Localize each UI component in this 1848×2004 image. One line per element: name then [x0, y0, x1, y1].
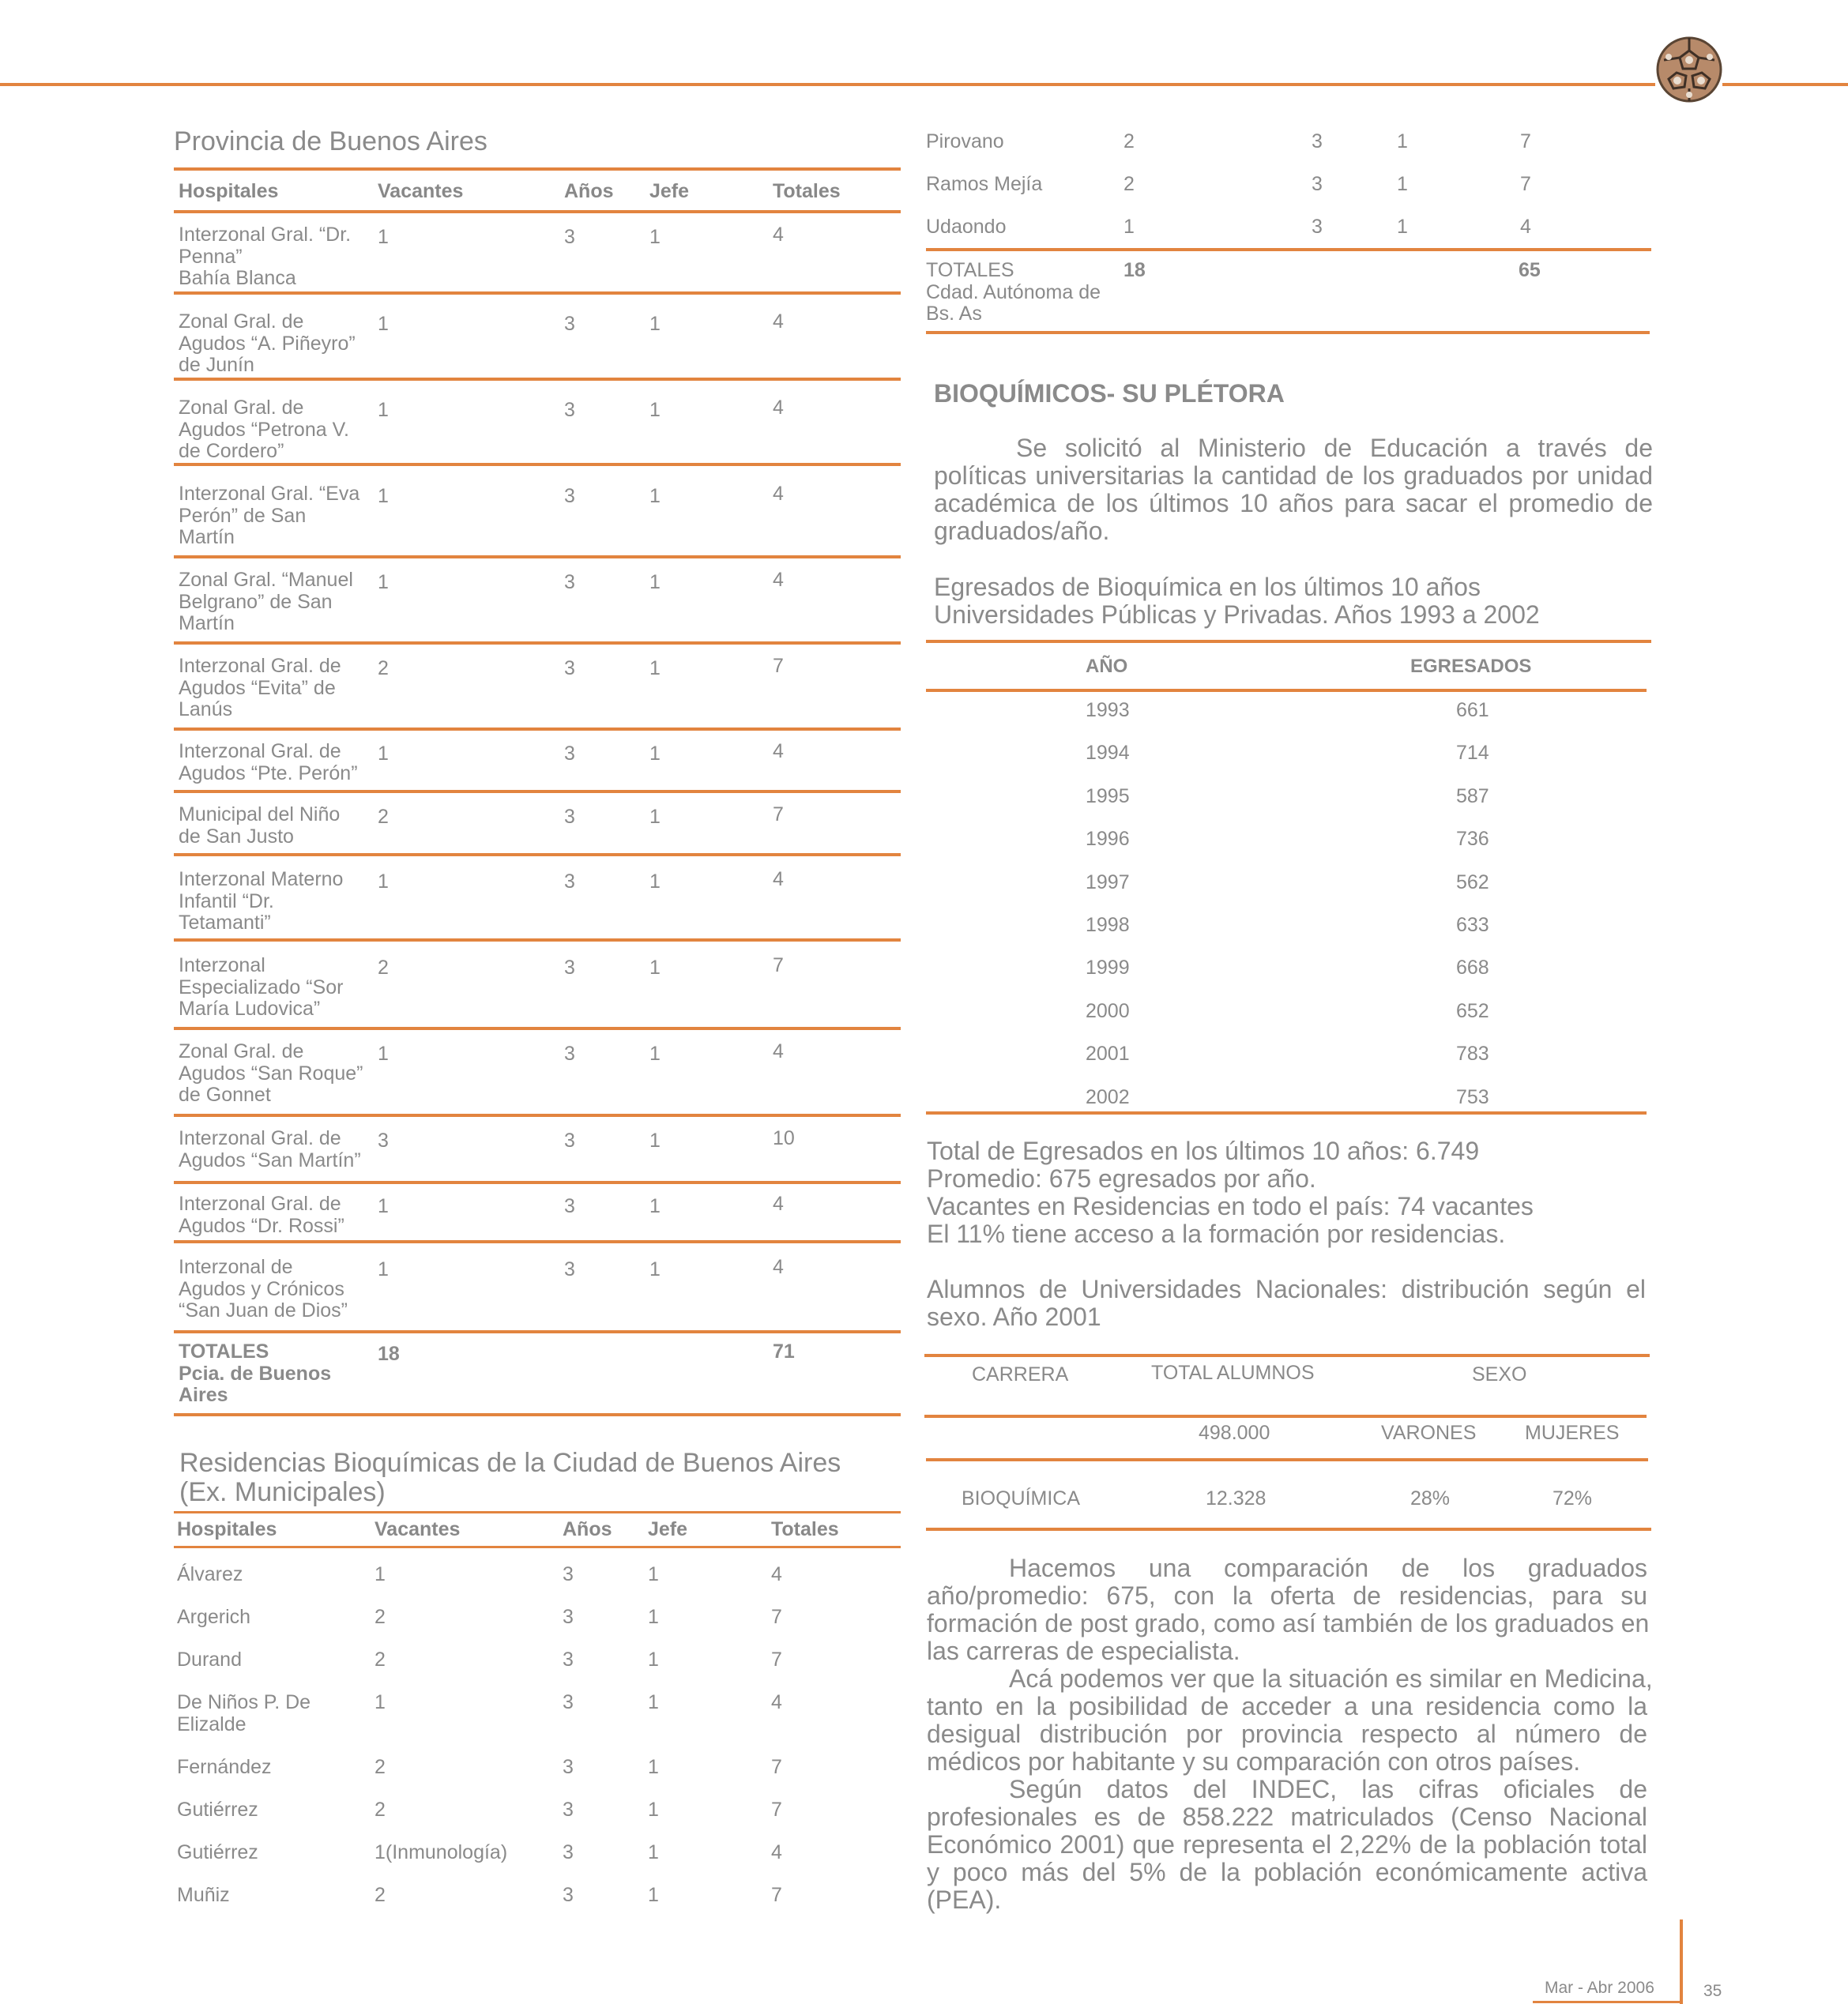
egresados-value: 714 [1456, 742, 1489, 765]
prov-jefe: 1 [649, 870, 661, 893]
prov-rule [174, 1413, 901, 1416]
prov-hospital-name: Martín [179, 526, 235, 548]
caba-vacantes: 2 [374, 1756, 386, 1778]
egresados-caption-line: Universidades Públicas y Privadas. Años 1993 a 2002 [934, 600, 1540, 629]
prov-hospital-name: Interzonal Gral. de [179, 1127, 341, 1149]
header-rule-left [0, 83, 1655, 86]
prov-jefe: 1 [649, 226, 661, 248]
prov-totales: 4 [773, 740, 784, 762]
prov-hospital-name: de Cordero” [179, 440, 284, 462]
egresados-year: 1994 [1086, 742, 1130, 765]
prov-anos: 3 [564, 1195, 575, 1217]
prov-hospital-name: Agudos “San Roque” [179, 1062, 363, 1085]
prov-hospital-name: Zonal Gral. de [179, 1040, 304, 1062]
caba-jefe: 1 [648, 1756, 659, 1778]
alumnos-mujeres: 72% [1553, 1487, 1593, 1510]
caba-totals-vacantes: 18 [1123, 259, 1146, 281]
caba-header-name: Hospitales [177, 1518, 277, 1540]
bio-para-line: Acá podemos ver que la situación es similar en Medicina, [1009, 1664, 1653, 1693]
egresados-header-egresados: EGRESADOS [1410, 656, 1532, 677]
prov-anos: 3 [564, 313, 575, 335]
caba-hospital-name: Durand [177, 1649, 242, 1671]
prov-jefe: 1 [649, 1043, 661, 1065]
alumnos-header-mujeres: MUJERES [1525, 1422, 1620, 1444]
prov-hospital-name: Interzonal Gral. de [179, 740, 341, 762]
egresados-rule [926, 640, 1651, 643]
caba-hospital-name: Gutiérrez [177, 1799, 258, 1821]
prov-hospital-name: Belgrano” de San [179, 590, 333, 613]
caba-vacantes: 1 [374, 1691, 386, 1713]
egresados-header-ano: AÑO [1086, 656, 1128, 677]
egresados-year: 2002 [1086, 1085, 1130, 1108]
prov-hospital-name: Tetamanti” [179, 912, 271, 934]
caba-hospital-name: Fernández [177, 1756, 272, 1778]
caba-hospital-name: Muñiz [177, 1884, 230, 1906]
prov-anos: 3 [564, 1258, 575, 1280]
caba-jefe: 1 [1397, 130, 1408, 152]
caba-jefe: 1 [648, 1563, 659, 1585]
prov-hospital-name: Infantil “Dr. [179, 889, 274, 912]
prov-rule [174, 291, 901, 295]
alumnos-rule [926, 1528, 1651, 1531]
prov-rule [174, 938, 901, 942]
prov-hospital-name: de San Justo [179, 825, 294, 848]
egresados-rule [926, 689, 1647, 692]
caba-anos: 3 [563, 1799, 574, 1821]
alumnos-rule [924, 1354, 1650, 1357]
prov-rule [174, 1240, 901, 1243]
caba-jefe: 1 [648, 1841, 659, 1863]
prov-vacantes: 2 [378, 957, 389, 979]
caba-hospital-name: Argerich [177, 1606, 251, 1628]
prov-hospital-name: Agudos y Crónicos [179, 1277, 344, 1300]
prov-vacantes: 1 [378, 226, 389, 248]
caba-anos: 3 [563, 1649, 574, 1671]
prov-anos: 3 [564, 806, 575, 828]
prov-jefe: 1 [649, 1130, 661, 1152]
prov-totals-totales: 71 [773, 1340, 795, 1363]
caba-hospital-name: Ramos Mejía [926, 173, 1043, 195]
prov-totales: 4 [773, 868, 784, 890]
prov-jefe: 1 [649, 743, 661, 765]
caba-totals-label: Cdad. Autónoma de [926, 280, 1101, 303]
prov-hospital-name: de Gonnet [179, 1084, 271, 1106]
prov-totales: 7 [773, 803, 784, 825]
bio-para-line: profesionales es de 858.222 matriculados (Censo Nacional [927, 1803, 1647, 1831]
bio-para-line: las carreras de especialista. [927, 1637, 1240, 1665]
prov-hospital-name: Interzonal Gral. “Eva [179, 483, 360, 505]
caba-jefe: 1 [1397, 173, 1408, 195]
prov-anos: 3 [564, 957, 575, 979]
bio-para-1-line: políticas universitarias la cantidad de los graduados por unidad [934, 461, 1653, 490]
prov-hospital-name: Agudos “San Martín” [179, 1149, 361, 1171]
prov-rule [174, 1114, 901, 1117]
prov-hospital-name: Interzonal Gral. de [179, 1193, 341, 1215]
egresados-caption-line: Egresados de Bioquímica en los últimos 10 años [934, 573, 1481, 601]
egresados-value: 661 [1456, 699, 1489, 721]
summary-line: Vacantes en Residencias en todo el país: 74 vacantes [927, 1192, 1534, 1220]
egresados-value: 668 [1456, 957, 1489, 979]
prov-jefe: 1 [649, 313, 661, 335]
caba-vacantes: 1 [374, 1563, 386, 1585]
footer-date: Mar - Abr 2006 [1545, 1979, 1654, 1997]
prov-hospital-name: Agudos “Dr. Rossi” [179, 1214, 344, 1237]
egresados-value: 633 [1456, 914, 1489, 936]
prov-vacantes: 1 [378, 870, 389, 893]
prov-anos: 3 [564, 657, 575, 679]
caba-totales: 7 [771, 1606, 782, 1628]
caba-totales: 4 [1520, 216, 1531, 238]
caba-vacantes: 2 [1123, 173, 1135, 195]
bio-para-line: Hacemos una comparación de los graduados [1009, 1554, 1647, 1582]
egresados-year: 1997 [1086, 870, 1130, 893]
bio-para-line: Según datos del INDEC, las cifras oficiales de [1009, 1775, 1647, 1803]
prov-anos: 3 [564, 1130, 575, 1152]
egresados-value: 652 [1456, 999, 1489, 1022]
prov-header-tot: Totales [773, 180, 841, 202]
bio-para-line: Económico 2001) que representa el 2,22% de la población total [927, 1830, 1647, 1859]
prov-jefe: 1 [649, 806, 661, 828]
prov-totales: 7 [773, 954, 784, 976]
prov-rule [174, 463, 901, 466]
prov-jefe: 1 [649, 1195, 661, 1217]
caba-totales: 4 [771, 1841, 782, 1863]
bio-para-1-line: Se solicitó al Ministerio de Educación a través de [1016, 434, 1653, 462]
bio-para-line: tanto en la posibilidad de acceder a una residencia como la [927, 1692, 1647, 1720]
caba-title-2: (Ex. Municipales) [179, 1477, 386, 1507]
bio-para-1-line: académica de los últimos 10 años para sacar el promedio de [934, 489, 1653, 517]
prov-totals-label: Pcia. de Buenos [179, 1362, 332, 1385]
prov-header-anos: Años [564, 180, 614, 202]
egresados-year: 1996 [1086, 828, 1130, 851]
prov-hospital-name: Perón” de San [179, 504, 307, 527]
prov-hospital-name: Agudos “Petrona V. [179, 418, 349, 441]
prov-hospital-name: Agudos “Pte. Perón” [179, 761, 358, 784]
caba-vacantes: 1(Inmunología) [374, 1841, 508, 1863]
alumnos-rule [926, 1458, 1648, 1461]
caba-hospital-name: Elizalde [177, 1713, 247, 1735]
prov-rule [174, 167, 901, 171]
bio-para-line: y poco más del 5% de la población económicamente activa [927, 1858, 1647, 1886]
caba-jefe: 1 [648, 1606, 659, 1628]
prov-totales: 10 [773, 1127, 795, 1149]
prov-hospital-name: Martín [179, 612, 235, 634]
prov-hospital-name: Agudos “A. Piñeyro” [179, 332, 356, 355]
prov-anos: 3 [564, 571, 575, 593]
alumnos-header-carrera: CARRERA [972, 1363, 1069, 1386]
caba-rule [174, 1511, 901, 1513]
egresados-value: 587 [1456, 784, 1489, 807]
prov-hospital-name: Zonal Gral. de [179, 310, 304, 333]
caba-totals-label: Bs. As [926, 303, 982, 325]
prov-anos: 3 [564, 226, 575, 248]
caba-rule [926, 331, 1650, 334]
bio-para-1-line: graduados/año. [934, 517, 1110, 545]
caba-anos: 3 [1312, 216, 1323, 238]
prov-rule [174, 1330, 901, 1333]
prov-vacantes: 1 [378, 399, 389, 421]
prov-totales: 4 [773, 1193, 784, 1215]
caba-anos: 3 [563, 1841, 574, 1863]
caba-totals-label: TOTALES [926, 259, 1014, 281]
prov-title: Provincia de Buenos Aires [174, 126, 487, 156]
prov-header-vac: Vacantes [378, 180, 464, 202]
caba-header-vac: Vacantes [374, 1518, 461, 1540]
prov-vacantes: 1 [378, 743, 389, 765]
caba-title-1: Residencias Bioquímicas de la Ciudad de Buenos Aires [179, 1448, 841, 1478]
alumnos-caption-line: sexo. Año 2001 [927, 1303, 1101, 1331]
caba-vacantes: 2 [374, 1884, 386, 1906]
prov-jefe: 1 [649, 485, 661, 507]
prov-hospital-name: “San Juan de Dios” [179, 1299, 348, 1322]
egresados-year: 1995 [1086, 784, 1130, 807]
bio-heading: BIOQUÍMICOS- SU PLÉTORA [934, 379, 1285, 408]
alumnos-header-sexo: SEXO [1472, 1363, 1527, 1386]
caba-jefe: 1 [648, 1649, 659, 1671]
caba-totales: 7 [771, 1756, 782, 1778]
prov-jefe: 1 [649, 1258, 661, 1280]
prov-totales: 4 [773, 483, 784, 505]
egresados-year: 1999 [1086, 957, 1130, 979]
bio-para-2 [927, 1554, 1653, 1914]
prov-totales: 4 [773, 310, 784, 333]
prov-anos: 3 [564, 399, 575, 421]
prov-totales: 7 [773, 655, 784, 677]
egresados-value: 562 [1456, 870, 1489, 893]
prov-totals-vacantes: 18 [378, 1343, 400, 1365]
egresados-caption [934, 573, 1653, 629]
prov-totales: 4 [773, 1256, 784, 1278]
header-rule-right [1722, 83, 1848, 86]
prov-vacantes: 1 [378, 1258, 389, 1280]
prov-jefe: 1 [649, 571, 661, 593]
prov-vacantes: 1 [378, 1043, 389, 1065]
alumnos-total-all: 498.000 [1199, 1422, 1270, 1444]
prov-jefe: 1 [649, 957, 661, 979]
bio-para-line: año/promedio: 675, con la oferta de residencias, para su [927, 1581, 1647, 1610]
prov-vacantes: 1 [378, 485, 389, 507]
prov-rule [174, 1181, 901, 1184]
prov-rule [174, 728, 901, 731]
caba-header-jefe: Jefe [648, 1518, 688, 1540]
page-number: 35 [1703, 1982, 1722, 2000]
caba-vacantes: 2 [374, 1649, 386, 1671]
alumnos-total: 12.328 [1206, 1487, 1267, 1510]
egresados-year: 2000 [1086, 999, 1130, 1022]
caba-rule [174, 1546, 901, 1548]
caba-rule [926, 248, 1651, 251]
caba-anos: 3 [1312, 173, 1323, 195]
prov-hospital-name: Penna” [179, 245, 243, 268]
caba-totales: 4 [771, 1563, 782, 1585]
alumnos-caption-line: Alumnos de Universidades Nacionales: distribución según el [927, 1275, 1646, 1303]
prov-anos: 3 [564, 485, 575, 507]
caba-anos: 3 [563, 1563, 574, 1585]
prov-anos: 3 [564, 1043, 575, 1065]
prov-hospital-name: Interzonal Gral. “Dr. [179, 224, 352, 246]
prov-hospital-name: Zonal Gral. de [179, 397, 304, 419]
egresados-rule [926, 1111, 1647, 1115]
prov-totales: 4 [773, 569, 784, 591]
alumnos-header-varones: VARONES [1381, 1422, 1477, 1444]
prov-totals-label: Aires [179, 1384, 228, 1406]
bio-para-line: desigual distribución por provincia respecto al número de [927, 1720, 1647, 1748]
prov-rule [174, 1027, 901, 1030]
prov-vacantes: 2 [378, 657, 389, 679]
caba-anos: 3 [563, 1606, 574, 1628]
bio-para-line: formación de post grado, como así también de los graduados en [927, 1609, 1650, 1637]
prov-hospital-name: Zonal Gral. “Manuel [179, 569, 353, 591]
prov-hospital-name: Lanús [179, 698, 233, 720]
prov-header-name: Hospitales [179, 180, 279, 202]
prov-vacantes: 1 [378, 571, 389, 593]
caba-jefe: 1 [648, 1799, 659, 1821]
prov-anos: 3 [564, 743, 575, 765]
caba-totales: 7 [1520, 173, 1531, 195]
egresados-summary [927, 1137, 1654, 1248]
caba-vacantes: 2 [374, 1606, 386, 1628]
alumnos-rule [924, 1415, 1647, 1418]
egresados-value: 783 [1456, 1043, 1489, 1066]
caba-anos: 3 [563, 1756, 574, 1778]
alumnos-carrera: BIOQUÍMICA [962, 1487, 1081, 1510]
prov-rule [174, 555, 901, 558]
egresados-value: 753 [1456, 1085, 1489, 1108]
caba-totals-totales: 65 [1519, 259, 1541, 281]
caba-hospital-name: Udaondo [926, 216, 1007, 238]
prov-rule [174, 641, 901, 645]
caba-anos: 3 [563, 1691, 574, 1713]
footer-vertical-rule [1680, 1919, 1683, 2004]
prov-totales: 4 [773, 224, 784, 246]
caba-totales: 4 [771, 1691, 782, 1713]
caba-hospital-name: Pirovano [926, 130, 1004, 152]
caba-totales: 7 [771, 1799, 782, 1821]
prov-rule [174, 378, 901, 381]
caba-jefe: 1 [648, 1691, 659, 1713]
prov-hospital-name: Especializado “Sor [179, 976, 344, 998]
prov-anos: 3 [564, 870, 575, 893]
prov-rule [174, 790, 901, 793]
bio-para-line: (PEA). [927, 1886, 1002, 1914]
alumnos-varones: 28% [1410, 1487, 1451, 1510]
caba-header-anos: Años [563, 1518, 612, 1540]
summary-line: El 11% tiene acceso a la formación por residencias. [927, 1220, 1506, 1248]
caba-jefe: 1 [1397, 216, 1408, 238]
bio-para-line: médicos por habitante y su comparación con otros países. [927, 1747, 1581, 1776]
caba-totales: 7 [771, 1649, 782, 1671]
caba-vacantes: 2 [374, 1799, 386, 1821]
prov-totals-label: TOTALES [179, 1340, 269, 1363]
prov-hospital-name: de Junín [179, 354, 254, 376]
caba-hospital-name: De Niños P. De [177, 1691, 311, 1713]
prov-jefe: 1 [649, 657, 661, 679]
egresados-value: 736 [1456, 828, 1489, 851]
prov-hospital-name: Interzonal Gral. de [179, 655, 341, 677]
prov-vacantes: 1 [378, 313, 389, 335]
prov-hospital-name: Municipal del Niño [179, 803, 341, 825]
molecule-icon [1653, 33, 1726, 106]
prov-vacantes: 1 [378, 1195, 389, 1217]
egresados-year: 2001 [1086, 1043, 1130, 1066]
caba-anos: 3 [1312, 130, 1323, 152]
footer-rule [1533, 2001, 1680, 2003]
prov-vacantes: 3 [378, 1130, 389, 1152]
prov-totales: 4 [773, 1040, 784, 1062]
prov-hospital-name: Interzonal Materno [179, 868, 344, 890]
summary-line: Total de Egresados en los últimos 10 años: 6.749 [927, 1137, 1480, 1165]
egresados-year: 1998 [1086, 914, 1130, 936]
prov-hospital-name: Interzonal [179, 954, 265, 976]
prov-hospital-name: María Ludovica” [179, 998, 321, 1020]
alumnos-caption [927, 1276, 1646, 1331]
caba-vacantes: 2 [1123, 130, 1135, 152]
caba-header-tot: Totales [771, 1518, 839, 1540]
prov-jefe: 1 [649, 399, 661, 421]
caba-anos: 3 [563, 1884, 574, 1906]
caba-totales: 7 [771, 1884, 782, 1906]
prov-header-jefe: Jefe [649, 180, 690, 202]
caba-jefe: 1 [648, 1884, 659, 1906]
bio-para-1 [934, 434, 1653, 545]
caba-hospital-name: Gutiérrez [177, 1841, 258, 1863]
alumnos-header-total: TOTAL ALUMNOS [1151, 1362, 1315, 1384]
summary-line: Promedio: 675 egresados por año. [927, 1164, 1316, 1193]
prov-hospital-name: Agudos “Evita” de [179, 676, 336, 699]
prov-totales: 4 [773, 397, 784, 419]
prov-hospital-name: Bahía Blanca [179, 267, 296, 289]
prov-rule [174, 210, 901, 213]
prov-rule [174, 853, 901, 856]
egresados-year: 1993 [1086, 699, 1130, 721]
prov-hospital-name: Interzonal de [179, 1256, 293, 1278]
caba-vacantes: 1 [1123, 216, 1135, 238]
caba-hospital-name: Álvarez [177, 1563, 243, 1585]
prov-vacantes: 2 [378, 806, 389, 828]
caba-totales: 7 [1520, 130, 1531, 152]
